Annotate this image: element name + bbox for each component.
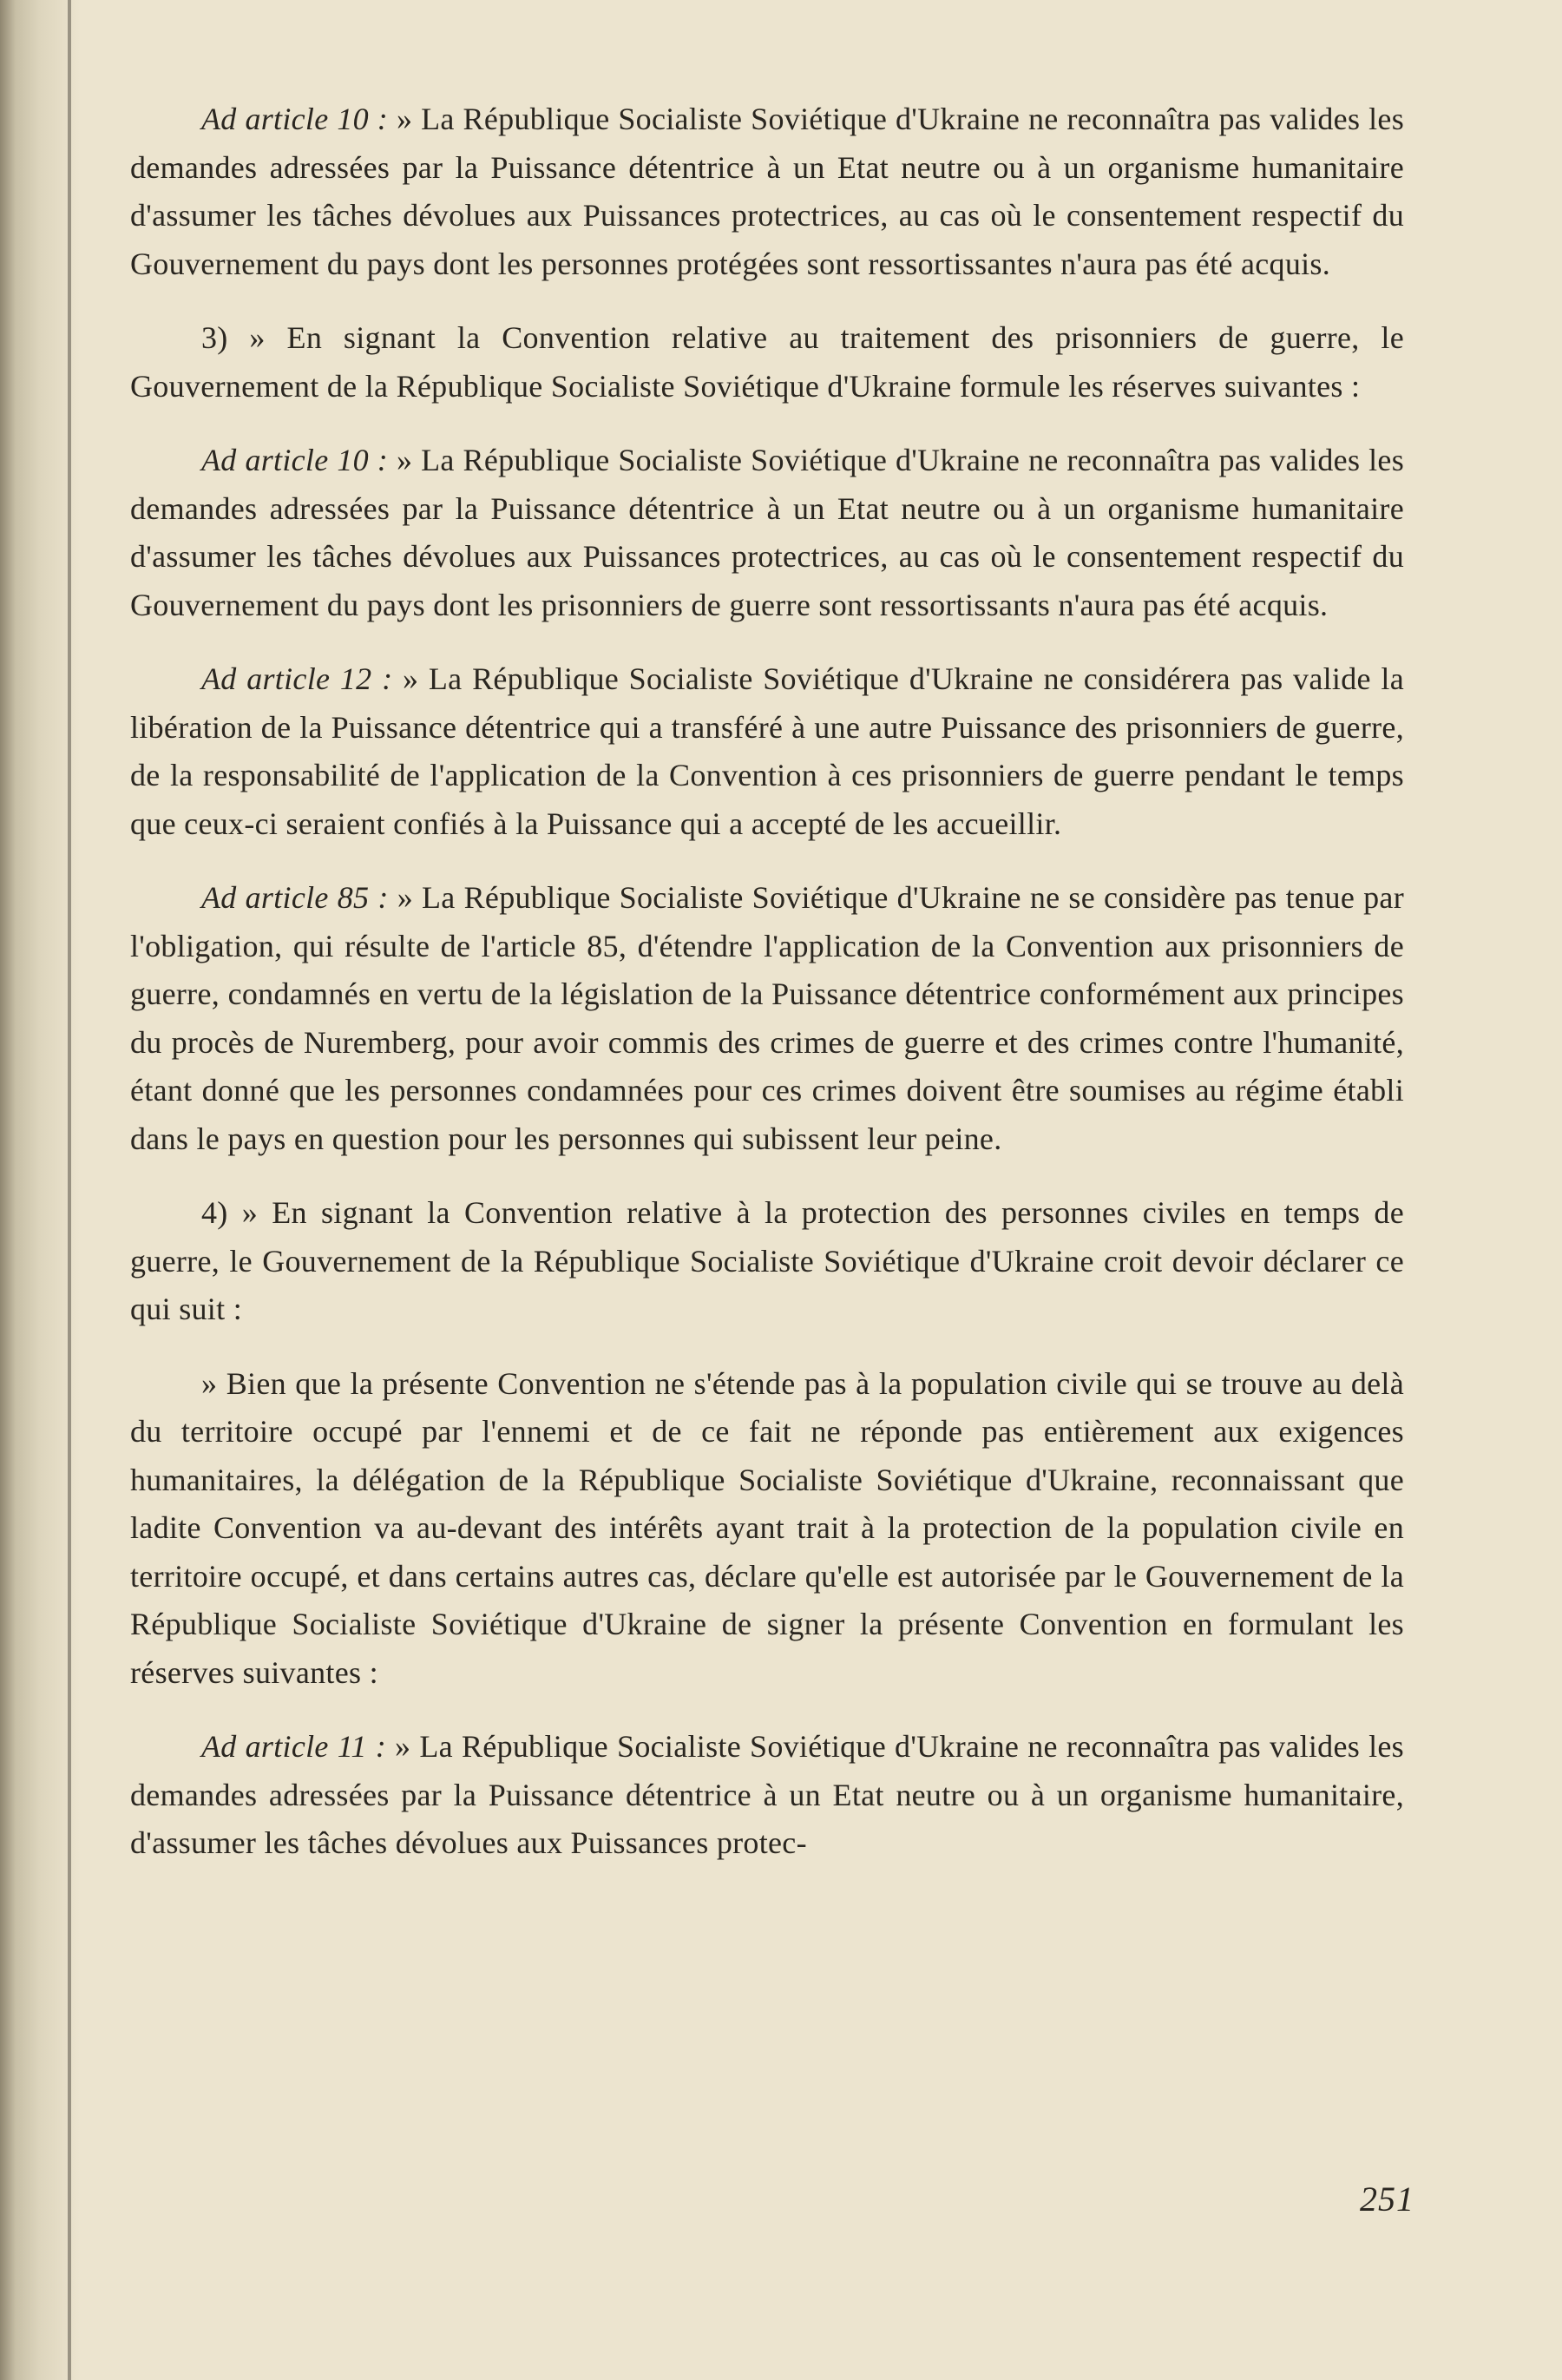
paragraph-text: 3) » En signant la Convention relative au traitement des prisonniers de guerre, le Gouvernement de la République Socialiste Soviétique d'Ukraine formule les réserves suivantes : bbox=[130, 320, 1404, 404]
paragraph-text: 4) » En signant la Convention relative à la protection des personnes civiles en temps de guerre, le Gouvernement de la République Socialiste Soviétique d'Ukraine croit devoir déclarer ce qui suit : bbox=[130, 1195, 1404, 1326]
article-reference: Ad article 11 : bbox=[201, 1729, 386, 1764]
paragraph-4-civilians-convention bbox=[130, 1189, 1404, 1334]
paragraph-text: » La République Socialiste Soviétique d'Ukraine ne se considère pas tenue par l'obligation, qui résulte de l'article 85, d'étendre l'application de la Convention aux prisonniers de guerre, condamnés en vertu de la législation de la Puissance détentrice conformément aux principes du procès de Nuremberg, pour avoir commis des crimes de guerre et des crimes contre l'humanité, étant donné que les personnes condamnées pour ces crimes doivent être soumises au régime établi dans le pays en question pour les personnes qui subissent leur peine. bbox=[130, 880, 1404, 1156]
article-reference: Ad article 10 : bbox=[201, 443, 389, 477]
paragraph-text: » Bien que la présente Convention ne s'étende pas à la population civile qui se trouve au delà du territoire occupé par l'ennemi et de ce fait ne réponde pas entièrement aux exigences humanitaires, la délégation de la République Socialiste Soviétique d'Ukraine, reconnaissant que ladite Convention va au-devant des intérêts ayant trait à la protection de la population civile en territoire occupé, et dans certains autres cas, déclare qu'elle est autorisée par le Gouvernement de la République Socialiste Soviétique d'Ukraine de signer la présente Convention en formulant les réserves suivantes : bbox=[130, 1365, 1404, 1690]
paragraph-ad-article-85 bbox=[130, 874, 1404, 1163]
page-body bbox=[130, 95, 1404, 1868]
paragraph-ad-article-12 bbox=[130, 655, 1404, 848]
paragraph-civilian-declaration bbox=[130, 1360, 1404, 1698]
page-number: 251 bbox=[1360, 2179, 1414, 2219]
paragraph-text: » La République Socialiste Soviétique d'Ukraine ne reconnaîtra pas valides les demandes adressées par la Puissance détentrice à un Etat neutre ou à un organisme humanitaire d'assumer les tâches dévolues aux Puissances protectrices, au cas où le consentement respectif du Gouvernement du pays dont les personnes protégées sont ressortissantes n'aura pas été acquis. bbox=[130, 102, 1405, 281]
paragraph-text: » La République Socialiste Soviétique d'Ukraine ne reconnaîtra pas valides les demandes adressées par la Puissance détentrice à un Etat neutre ou à un organisme humanitaire, d'assumer les tâches dévolues aux Puissances protec- bbox=[130, 1729, 1404, 1860]
paragraph-ad-article-10-prisoners bbox=[130, 437, 1404, 629]
article-reference: Ad article 10 : bbox=[201, 102, 389, 136]
binding-line bbox=[68, 0, 71, 2380]
paragraph-text: » La République Socialiste Soviétique d'Ukraine ne reconnaîtra pas valides les demandes adressées par la Puissance détentrice à un Etat neutre ou à un organisme humanitaire d'assumer les tâches dévolues aux Puissances protectrices, au cas où le consentement respectif du Gouvernement du pays dont les prisonniers de guerre sont ressortissants n'aura pas été acquis. bbox=[130, 443, 1405, 622]
paragraph-ad-article-10-protected-persons bbox=[130, 95, 1404, 288]
paragraph-text: » La République Socialiste Soviétique d'Ukraine ne considérera pas valide la libération de la Puissance détentrice qui a transféré à une autre Puissance des prisonniers de guerre, de la responsabilité de l'application de la Convention à ces prisonniers de guerre pendant le temps que ceux-ci seraient confiés à la Puissance qui a accepté de les accueillir. bbox=[130, 661, 1404, 841]
paragraph-3-prisoners-convention bbox=[130, 314, 1404, 411]
article-reference: Ad article 85 : bbox=[201, 880, 389, 915]
article-reference: Ad article 12 : bbox=[201, 661, 393, 696]
paragraph-ad-article-11 bbox=[130, 1723, 1404, 1868]
